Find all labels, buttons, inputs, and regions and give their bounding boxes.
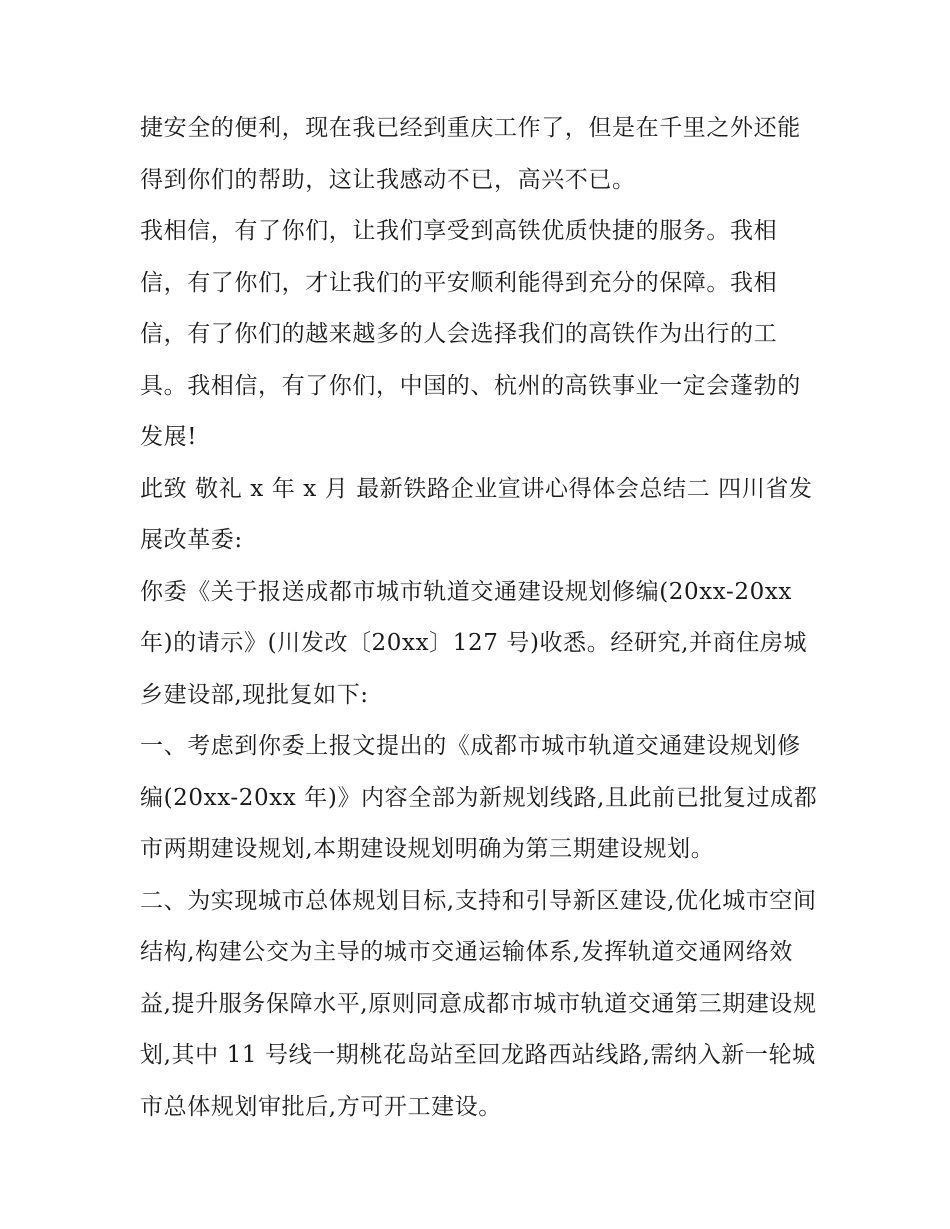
paragraph-item-two: 二、为实现城市总体规划目标,支持和引导新区建设,优化城市空间结构,构建公交为主导的城市交通运输体系,发挥轨道交通网络效益,提升服务保障水平,原则同意成都市城市轨道交通第三期建设规划,其中 11 号线一期桃花岛站至回龙路西站线路,需纳入新一轮城市总体规划审批后,方可开工建设。	[140, 887, 817, 1120]
paragraph-belief: 我相信，有了你们，让我们享受到高铁优质快捷的服务。我相信，有了你们，才让我们的平安顺利能得到充分的保障。我相信，有了你们的越来越多的人会选择我们的高铁作为出行的工具。我相信，有了你们，中国的、杭州的高铁事业一定会蓬勃的发展!	[140, 218, 801, 450]
document-body	[140, 103, 820, 1133]
paragraph-item-one: 一、考虑到你委上报文提出的《成都市城市轨道交通建设规划修编(20xx-20xx 年)》内容全部为新规划线路,且此前已批复过成都市两期建设规划,本期建设规划明确为第三期建设规划。	[140, 733, 818, 862]
paragraph-reply-intro: 你委《关于报送成都市城市轨道交通建设规划修编(20xx-20xx年)的请示》(川发改〔20xx〕127 号)收悉。经研究,并商住房城乡建设部,现批复如下:	[140, 578, 808, 708]
paragraph-closing-heading: 此致 敬礼 x 年 x 月 最新铁路企业宣讲心得体会总结二 四川省发展改革委:	[140, 475, 813, 553]
paragraph-continuation: 捷安全的便利，现在我已经到重庆工作了，但是在千里之外还能得到你们的帮助，这让我感动不已，高兴不已。	[140, 115, 801, 193]
